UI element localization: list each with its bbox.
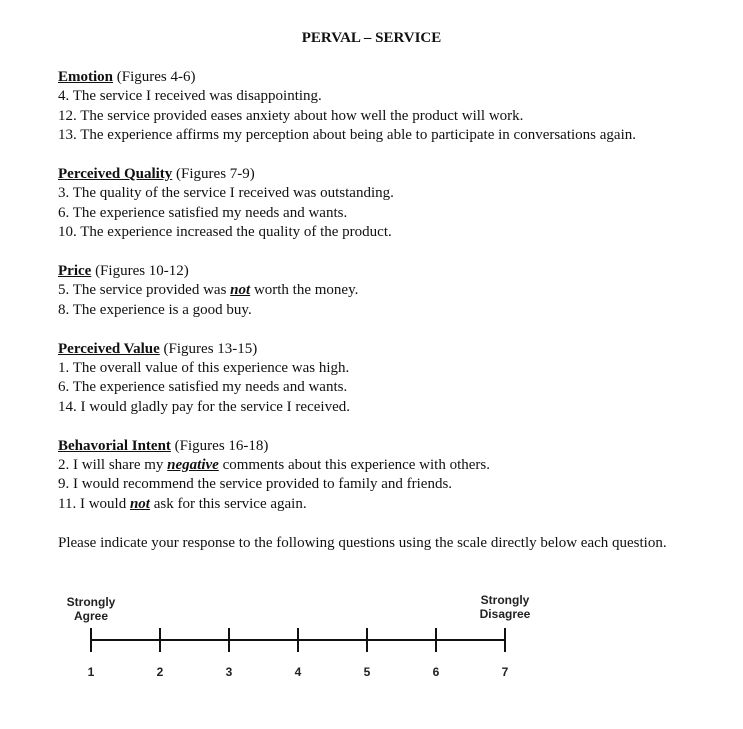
- question-text: 6. The experience satisfied my needs and wants.: [58, 379, 348, 396]
- scale-left-label: Strongly: [66, 595, 116, 609]
- emphasized-word: negative: [167, 457, 219, 474]
- question-text: 14. I would gladly pay for the service I received.: [58, 398, 350, 415]
- scale-point-label-5: 5: [363, 665, 371, 679]
- page-title: PERVAL – SERVICE: [301, 30, 442, 46]
- section-figures: (Figures 13-15): [159, 340, 258, 357]
- question-text: ask for this service again.: [149, 495, 307, 512]
- question-text: 6. The experience satisfied my needs and wants.: [58, 204, 348, 221]
- scale-right-label: Disagree: [479, 607, 531, 621]
- scale-point-label-7: 7: [501, 665, 509, 679]
- section-figures: (Figures 7-9): [172, 166, 255, 183]
- section-heading: Price: [58, 263, 92, 280]
- question-text: 10. The experience increased the quality of the product.: [58, 224, 392, 241]
- section-heading: Emotion: [58, 69, 114, 85]
- section-figures: (Figures 4-6): [113, 69, 196, 85]
- section-heading: Behavorial Intent: [58, 437, 171, 454]
- question-text: 4. The service I received was disappointing.: [58, 88, 322, 105]
- instructions-text: Please indicate your response to the following questions using the scale directly below each question.: [58, 534, 667, 551]
- question-text: 8. The experience is a good buy.: [58, 301, 252, 318]
- question-text: 9. I would recommend the service provided to family and friends.: [58, 476, 453, 493]
- question-text: 13. The experience affirms my perception about being able to participate in conversations again.: [58, 127, 636, 144]
- scale-left-label: Agree: [73, 609, 109, 623]
- scale-right-label: Strongly: [480, 593, 530, 607]
- section-figures: (Figures 10-12): [91, 263, 189, 280]
- question-text: 3. The quality of the service I received was outstanding.: [58, 185, 394, 202]
- question-text: 12. The service provided eases anxiety about how well the product will work.: [58, 107, 524, 124]
- question-text: 5. The service provided was: [58, 282, 231, 299]
- emphasized-word: not: [230, 282, 251, 299]
- question-text: worth the money.: [250, 282, 359, 299]
- question-text: comments about this experience with others.: [218, 457, 490, 474]
- question-text: 11. I would: [58, 495, 130, 512]
- section-heading: Perceived Value: [58, 340, 160, 357]
- section-figures: (Figures 16-18): [170, 437, 269, 454]
- scale-point-label-2: 2: [156, 665, 164, 679]
- scale-point-label-3: 3: [225, 665, 233, 679]
- scale-point-label-1: 1: [87, 665, 95, 679]
- scale-point-label-6: 6: [432, 665, 440, 679]
- section-heading: Perceived Quality: [58, 166, 173, 183]
- scale-point-label-4: 4: [294, 665, 302, 679]
- question-text: 1. The overall value of this experience was high.: [58, 360, 350, 377]
- emphasized-word: not: [129, 495, 150, 512]
- question-text: 2. I will share my: [58, 457, 168, 474]
